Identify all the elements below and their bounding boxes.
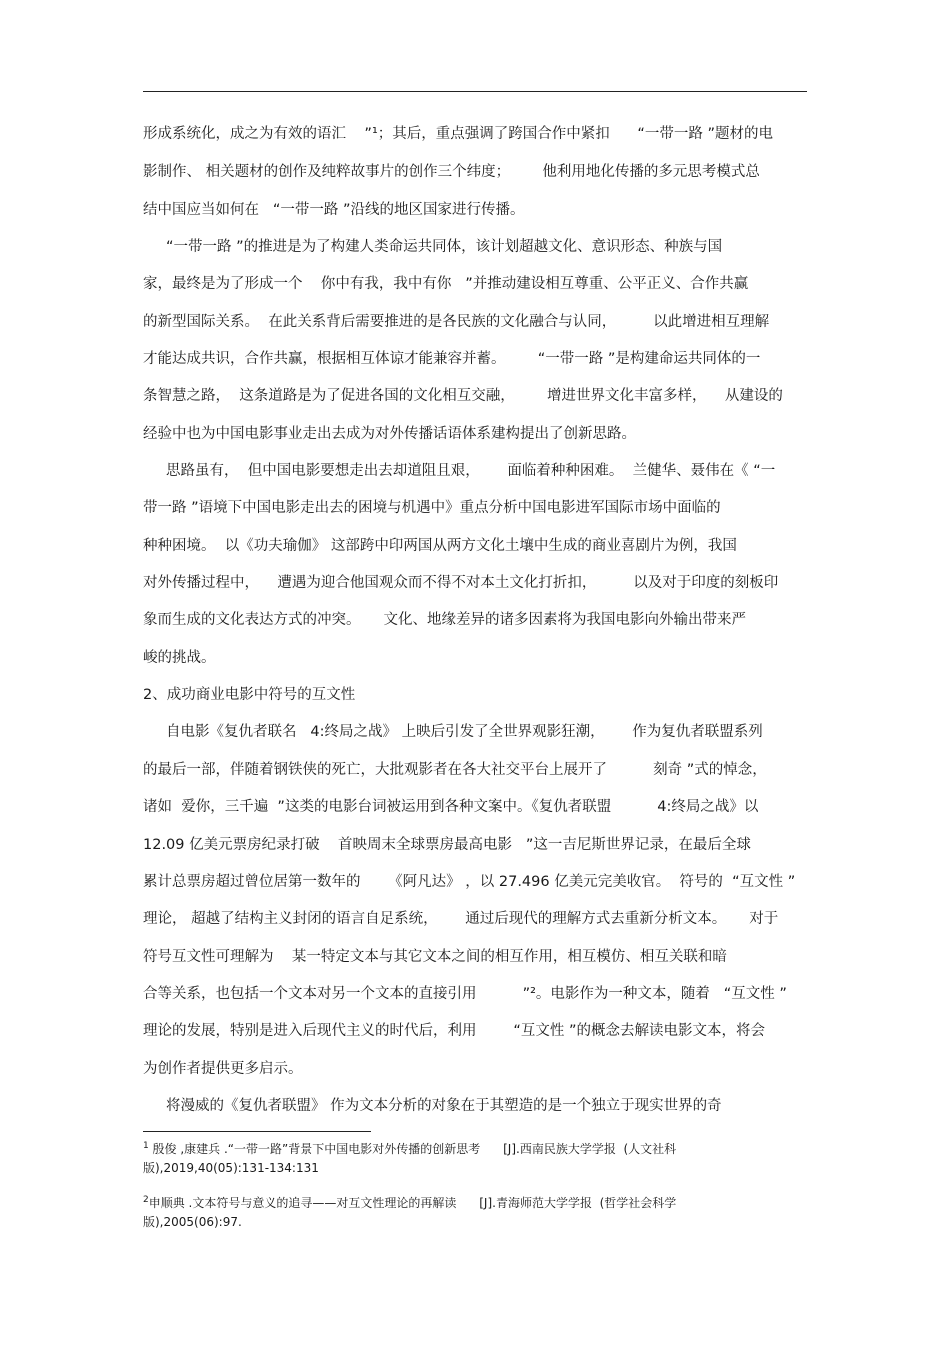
text-line: 才能达成共识，合作共赢，根据相互体谅才能兼容并蓄。 “一带一路 ”是构建命运共同体的一	[143, 351, 761, 367]
text-line: 形成系统化，成之为有效的语汇 ”¹；其后，重点强调了跨国合作中紧扣 “一带一路 ”题材的电	[143, 126, 774, 142]
footnote-2	[143, 1195, 676, 1211]
text-line: 条智慧之路， 这条道路是为了促进各国的文化相互交融， 增进世界文化丰富多样， 从建设的	[143, 388, 783, 404]
text-line: 自电影《复仇者联名 4:终局之战》 上映后引发了全世界观影狂潮， 作为复仇者联盟系列	[143, 724, 763, 740]
text-line: 家，最终是为了形成一个 你中有我，我中有你 ”并推动建设相互尊重、公平正义、合作共赢	[143, 276, 749, 292]
header-rule	[143, 91, 807, 92]
text-line: 象而生成的文化表达方式的冲突。 文化、地缘差异的诸多因素将为我国电影向外输出带来严	[143, 612, 747, 628]
footnote-mark: 1	[143, 1141, 149, 1151]
text-line: 理论的发展，特别是进入后现代主义的时代后，利用 “互文性 ”的概念去解读电影文本，将会	[143, 1023, 766, 1039]
text-line: 带一路 ”语境下中国电影走出去的困境与机遇中》重点分析中国电影进军国际市场中面临的	[143, 500, 721, 516]
footnote-1	[143, 1141, 676, 1157]
footnote-2-cont: 版),2005(06):97.	[143, 1215, 242, 1229]
text-line: 种种困境。 以《功夫瑜伽》 这部跨中印两国从两方文化土壤中生成的商业喜剧片为例，我国	[143, 538, 737, 554]
section-heading: 2、成功商业电影中符号的互文性	[143, 687, 356, 703]
text-line: 合等关系，也包括一个文本对另一个文本的直接引用 ”²。电影作为一种文本，随着 “互文性 ”	[143, 986, 787, 1002]
footnote-1-cont: 版),2019,40(05):131-134:131	[143, 1161, 319, 1175]
text-line: 12.09 亿美元票房纪录打破 首映周末全球票房最高电影 ”这一吉尼斯世界记录，在最后全球	[143, 837, 751, 853]
footnote-rule	[143, 1131, 371, 1132]
text-line: 经验中也为中国电影事业走出去成为对外传播话语体系建构提出了创新思路。	[143, 426, 636, 442]
footnote-text: 殷俊 ,康建兵 .“一带一路”背景下中国电影对外传播的创新思考 [J].西南民族大学学报 (人文社科	[148, 1142, 677, 1156]
text-line: 累计总票房超过曾位居第一数年的 《阿凡达》 ，以 27.496 亿美元完美收官。 符号的 “互文性 ”	[143, 874, 796, 890]
footnote-mark: 2	[143, 1195, 149, 1205]
footnote-text: 申顺典 .文本符号与意义的追寻——对互文性理论的再解读 [J].青海师范大学学报 (哲学社会科学	[148, 1196, 677, 1210]
text-line: 思路虽有， 但中国电影要想走出去却道阻且艰， 面临着种种困难。 兰健华、聂伟在《 “一	[143, 463, 776, 479]
text-line: 将漫威的《复仇者联盟》 作为文本分析的对象在于其塑造的是一个独立于现实世界的奇	[143, 1098, 722, 1114]
text-line: 理论， 超越了结构主义封闭的语言自足系统， 通过后现代的理解方式去重新分析文本。 对于	[143, 911, 779, 927]
text-line: 结中国应当如何在 “一带一路 ”沿线的地区国家进行传播。	[143, 202, 525, 218]
text-line: 符号互文性可理解为 某一特定文本与其它文本之间的相互作用，相互模仿、相互关联和暗	[143, 949, 727, 965]
text-line: 为创作者提供更多启示。	[143, 1061, 303, 1077]
text-line: 的新型国际关系。 在此关系背后需要推进的是各民族的文化融合与认同， 以此增进相互理解	[143, 314, 770, 330]
text-line: 诸如 爱你，三千遍 ”这类的电影台词被运用到各种文案中。《复仇者联盟 4:终局之战》以	[143, 799, 759, 815]
text-line: 对外传播过程中， 遭遇为迎合他国观众而不得不对本土文化打折扣， 以及对于印度的刻板印	[143, 575, 779, 591]
text-line: “一带一路 ”的推进是为了构建人类命运共同体，该计划超越文化、意识形态、种族与国	[143, 239, 723, 255]
text-line: 的最后一部，伴随着钢铁侠的死亡，大批观影者在各大社交平台上展开了 刻奇 ”式的悼念，	[143, 762, 767, 778]
text-line: 影制作、 相关题材的创作及纯粹故事片的创作三个纬度； 他利用地化传播的多元思考模式总	[143, 164, 760, 180]
text-line: 峻的挑战。	[143, 650, 216, 666]
